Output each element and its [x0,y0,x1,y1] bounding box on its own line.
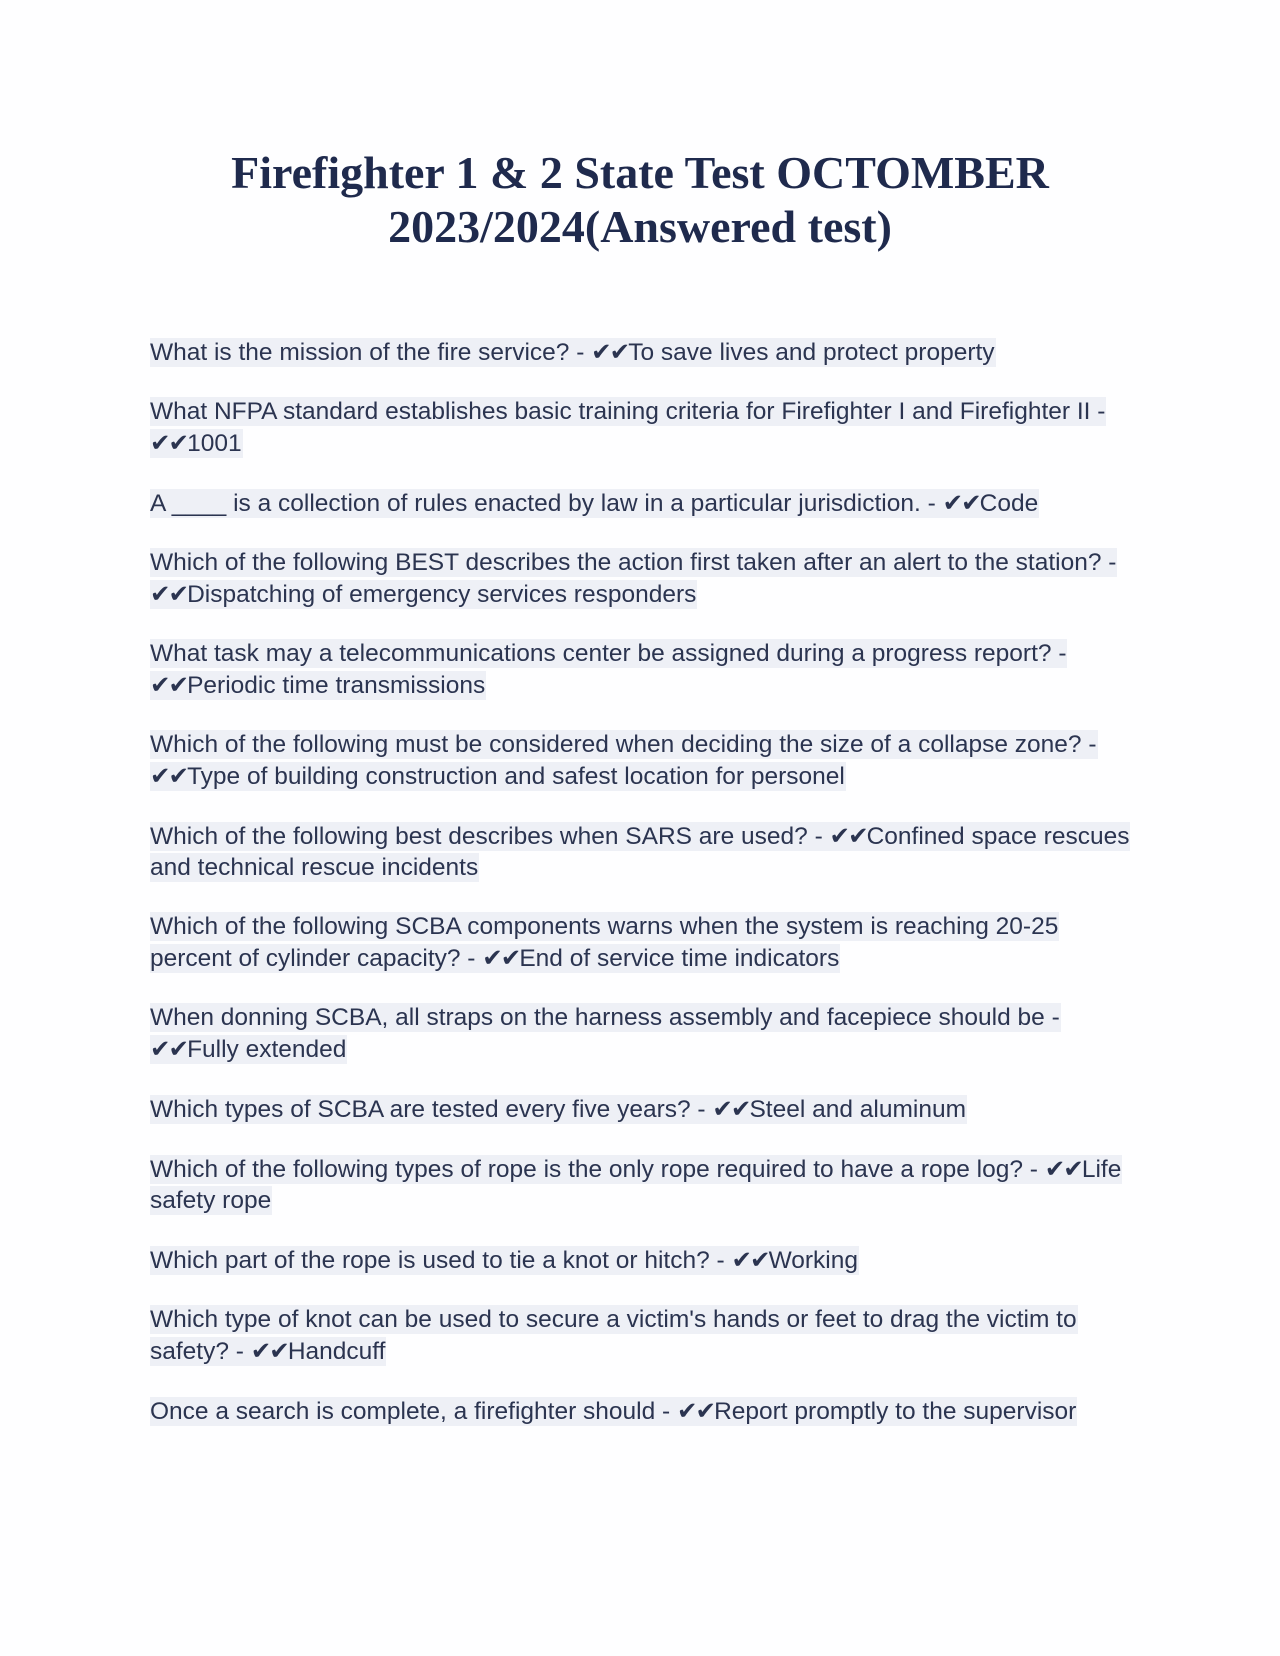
title-line-2: 2023/2024(Answered test) [388,201,892,252]
check-mark-icon: ✔✔ [731,1245,769,1274]
answer-text: 1001 [187,430,242,457]
check-mark-icon: ✔✔ [150,1034,188,1063]
answer-text: To save lives and protect property [628,339,995,366]
qa-text [150,1305,1078,1366]
qa-item [150,820,1140,883]
question-text: When donning SCBA, all straps on the harness assembly and facepiece should be - [150,1004,1060,1031]
question-text: Which of the following BEST describes the action first taken after an alert to the station? - [150,549,1117,576]
question-text: What NFPA standard establishes basic training criteria for Firefighter I and Firefighter II - [150,398,1106,425]
answer-text: Report promptly to the supervisor [714,1398,1077,1425]
qa-item [150,487,1140,519]
answer-text: Type of building construction and safest location for personel [187,763,845,790]
question-text: Which types of SCBA are tested every five years? - [150,1096,713,1123]
qa-item [150,1093,1140,1125]
question-text: Which part of the rope is used to tie a knot or hitch? - [150,1247,732,1274]
document-title [140,146,1140,254]
qa-text [150,912,1059,973]
question-text: Which of the following types of rope is the only rope required to have a rope log? - [150,1156,1045,1183]
answer-text: End of service time indicators [519,945,840,972]
answer-text: Life safety rope [150,1156,1122,1214]
question-text: Which type of knot can be used to secure a victim's hands or feet to drag the victim to safety? - [150,1306,1077,1365]
qa-item [150,1002,1140,1065]
check-mark-icon: ✔✔ [1044,1154,1082,1183]
check-mark-icon: ✔✔ [591,337,629,366]
check-mark-icon: ✔✔ [677,1396,715,1425]
qa-text [150,548,1117,609]
question-text: What is the mission of the fire service? - [150,339,592,366]
qa-text [150,822,1130,882]
answer-text: Confined space rescues and technical rescue incidents [150,823,1130,881]
check-mark-icon: ✔✔ [482,943,520,972]
qa-item [150,1395,1140,1427]
answer-text: Fully extended [187,1036,347,1063]
answer-text: Periodic time transmissions [187,672,486,699]
qa-item [150,1244,1140,1276]
qa-text [150,397,1106,458]
answer-text: Dispatching of emergency services responders [187,581,697,608]
qa-item [150,547,1140,610]
question-text: A ____ is a collection of rules enacted by law in a particular jurisdiction. - [150,490,943,517]
check-mark-icon: ✔✔ [150,579,188,608]
qa-text [150,1095,967,1124]
check-mark-icon: ✔✔ [942,488,980,517]
qa-item [150,1153,1140,1216]
qa-text [150,639,1067,700]
qa-item [150,336,1140,368]
check-mark-icon: ✔✔ [829,821,867,850]
check-mark-icon: ✔✔ [150,761,188,790]
answer-text: Code [979,490,1039,517]
question-text: Which of the following SCBA components warns when the system is reaching 20-25 percent of cylinder capacity? - [150,913,1059,972]
answer-text: Working [768,1247,858,1274]
question-text: Which of the following best describes when SARS are used? - [150,823,830,850]
qa-text [150,338,996,367]
check-mark-icon: ✔✔ [150,670,188,699]
qa-text [150,1003,1061,1064]
qa-item [150,911,1140,974]
question-text: What task may a telecommunications center be assigned during a progress report? - [150,640,1067,667]
qa-item [150,729,1140,792]
qa-item [150,1304,1140,1367]
check-mark-icon: ✔✔ [250,1336,288,1365]
answer-text: Handcuff [287,1338,386,1365]
qa-text [150,1246,859,1275]
question-text: Once a search is complete, a firefighter should - [150,1398,678,1425]
check-mark-icon: ✔✔ [150,428,188,457]
check-mark-icon: ✔✔ [712,1094,750,1123]
answer-text: Steel and aluminum [749,1096,966,1123]
qa-text [150,1397,1077,1426]
qa-item [150,396,1140,459]
qa-text [150,730,1098,791]
question-text: Which of the following must be considered when deciding the size of a collapse zone? - [150,731,1097,758]
title-line-1: Firefighter 1 & 2 State Test OCTOMBER [231,147,1049,198]
qa-list [150,336,1140,1455]
qa-item [150,638,1140,701]
qa-text [150,489,1039,518]
qa-text [150,1155,1122,1215]
